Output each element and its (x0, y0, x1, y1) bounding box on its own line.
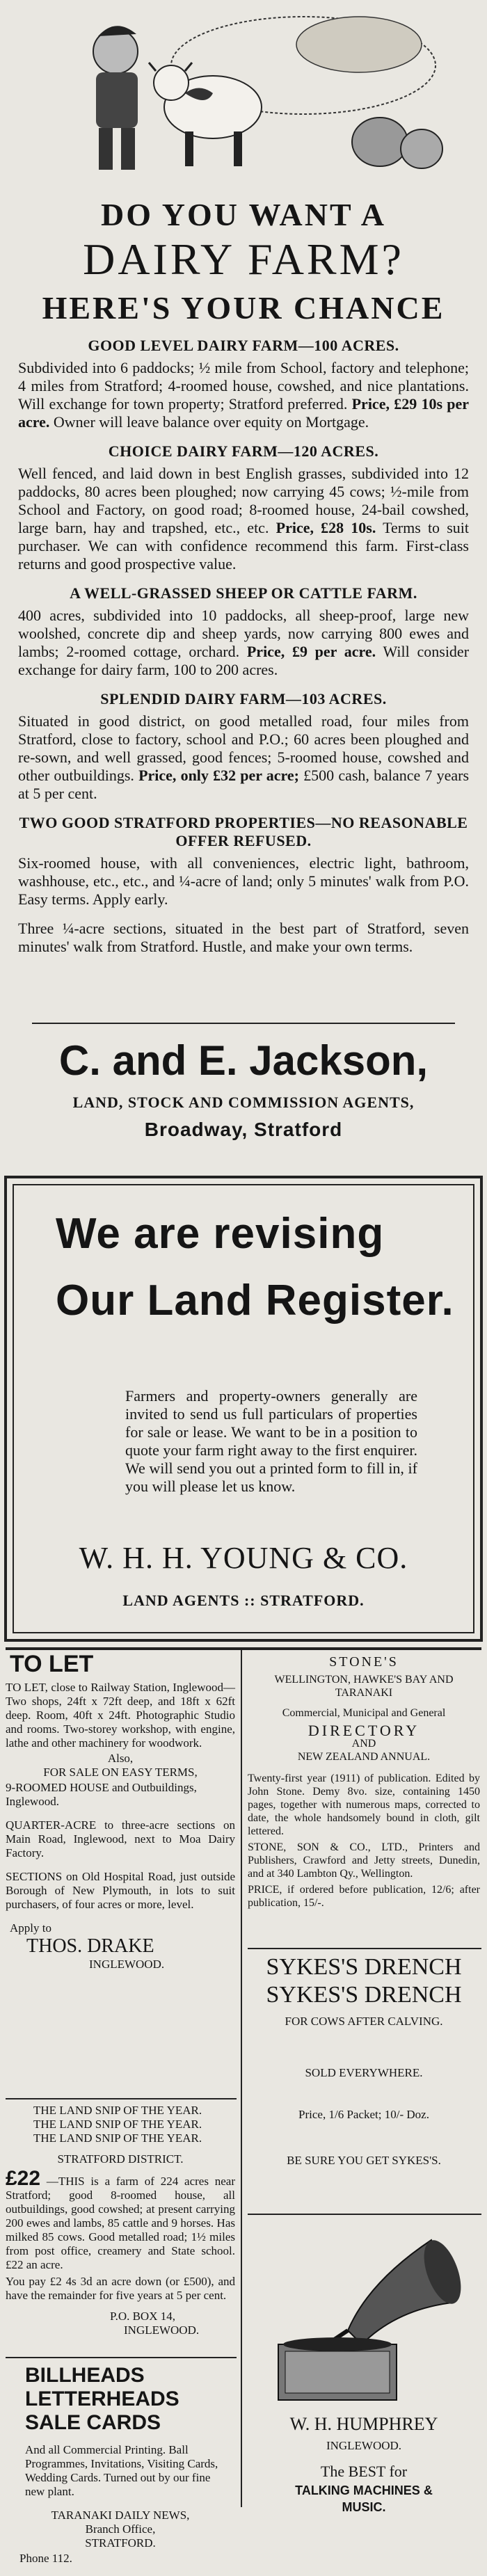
divider (6, 1647, 481, 1650)
divider (248, 2214, 481, 2215)
printing-salecards: SALE CARDS (25, 2411, 161, 2434)
headline-chance: HERE'S YOUR CHANCE (42, 290, 445, 326)
to-let-name: THOS. DRAKE (26, 1935, 154, 1957)
listing-title: A WELL-GRASSED SHEEP OR CATTLE FARM. (70, 584, 417, 602)
young-headline-1: We are revising (56, 1210, 385, 1258)
snip-box: P.O. BOX 14, (110, 2310, 175, 2323)
farmer-cow-illustration (32, 3, 463, 184)
listing-tail: Will consider exchange for dairy farm, 100 to 200 acres. (18, 643, 470, 678)
listing-body: 400 acres, subdivided into 10 paddocks, all sheep-proof, large new woolshed, concrete dip and sheep yards, now carrying 800 ewes and lambs; 2-roomed cottage, orchard. (18, 607, 469, 660)
listing-title: CHOICE DAIRY FARM—120 ACRES. (108, 442, 379, 460)
listing-price: Price, £29 10s per acre. (18, 395, 470, 431)
printing-phone: Phone 112. (19, 2552, 72, 2565)
to-let-ad (6, 1650, 235, 2095)
to-let-also: Also, (107, 1752, 134, 1765)
stones-annual: NEW ZEALAND ANNUAL. (297, 1751, 431, 1763)
sykes-sold: SOLD EVERYWHERE. (305, 2066, 423, 2079)
listing-title: TWO GOOD STRATFORD PROPERTIES—NO REASONABLE OFFER REFUSED. (19, 814, 468, 849)
divider (6, 2357, 237, 2358)
snip-district: STRATFORD DISTRICT. (57, 2152, 184, 2166)
listing-body: Well fenced, and laid down in best English grasses, subdivided into 12 paddocks, 80 acres been ploughed; now carrying 45 cows; ½-mile from School and Factory, on good road; 8-roomed house, 24-bail cowshed, large barn, hay and trapshed, etc., etc. (18, 465, 469, 536)
divider (248, 1948, 481, 1949)
young-headline-2: Our Land Register. (56, 1277, 454, 1325)
listing-price: Price, £28 10s. (276, 519, 376, 536)
divider (6, 2098, 237, 2099)
young-firm: W. H. H. YOUNG & CO. (79, 1541, 408, 1575)
to-let-sale-heading: FOR SALE ON EASY TERMS, (43, 1766, 198, 1779)
stones-line2: Commercial, Municipal and General (282, 1707, 446, 1719)
printing-ad (6, 2364, 235, 2573)
to-let-quarter: QUARTER-ACRE to three-acre sections on Main Road, Inglewood, next to Moa Dairy Factory. (6, 1818, 235, 1859)
column-divider (241, 1650, 242, 2507)
printing-branch: Branch Office, (85, 2522, 156, 2536)
listing-tail: Terms to suit purchaser. We can with confidence recommend this farm. First-class returns and good prospective value. (18, 519, 470, 573)
snip-line: THE LAND SNIP OF THE YEAR. (33, 2131, 202, 2145)
stones-line1: WELLINGTON, HAWKE'S BAY AND TARANAKI (274, 1674, 454, 1699)
jackson-firm: C. and E. Jackson, (58, 1037, 429, 1084)
listing-price: Price, only £32 per acre; (138, 767, 299, 784)
stones-price: PRICE, if ordered before publication, 12/6; after publication, 15/-. (248, 1884, 480, 1909)
listing-1 (4, 337, 483, 431)
snip-terms: You pay £2 4s 3d an acre down (or £500), and have the remainder for five years at 5 per cent. (6, 2275, 235, 2302)
young-body: Farmers and property-owners generally are invited to send us full particulars of properties for sale or lease. We want to be in a position to quote your farm right away to the first enquirer. We will send you out a printed form to fill in, if you will please let us know. (125, 1387, 417, 1495)
jackson-subtitle: LAND, STOCK AND COMMISSION AGENTS, (72, 1094, 415, 1111)
young-sub: LAND AGENTS :: STRATFORD. (122, 1592, 365, 1609)
to-let-town: INGLEWOOD. (89, 1958, 165, 1971)
humphrey-best: The BEST for (320, 2463, 408, 2480)
snip-line: THE LAND SNIP OF THE YEAR. (33, 2118, 202, 2131)
listing-2 (4, 442, 483, 573)
listing-body: Six-roomed house, with all conveniences, electric light, bathroom, washhouse, etc., etc., and ¼-acre of land; only 5 minutes' walk from P.O. Easy terms. Apply early. (18, 854, 469, 908)
young-ad (4, 1176, 483, 1642)
to-let-body: TO LET, close to Railway Station, Inglewood—Two shops, 24ft x 72ft deep, and 18ft x 62ft deep. Room, 40ft x 24ft. Photographic Studio and rooms. Two-storey workshop, with engine, lathe and other machinery for woodwork. (6, 1681, 235, 1750)
listing-4 (4, 690, 483, 803)
printing-body: And all Commercial Printing. Ball Programmes, Invitations, Visiting Cards, Wedding Cards. Turned out by our fine new plant. (25, 2443, 218, 2498)
printing-billheads: BILLHEADS (25, 2364, 145, 2387)
headline-dairy-farm: DAIRY FARM? (83, 234, 404, 284)
humphrey-ad (248, 2219, 480, 2574)
listing-title: GOOD LEVEL DAIRY FARM—100 ACRES. (88, 337, 399, 354)
printing-letterheads: LETTERHEADS (25, 2387, 179, 2410)
listing-price: Price, £9 per acre. (246, 643, 376, 660)
sykes-drench-ad (248, 1953, 480, 2211)
stones-directory-ad (248, 1656, 480, 1941)
headline-do-you-want: DO YOU WANT A (100, 197, 387, 232)
listing-title: SPLENDID DAIRY FARM—103 ACRES. (100, 690, 387, 707)
to-let-sections: SECTIONS on Old Hospital Road, just outside Borough of New Plymouth, in lots to suit purchasers, of four acres or more, level. (6, 1870, 235, 1911)
humphrey-town: INGLEWOOD. (326, 2439, 402, 2452)
land-snip-ad (6, 2104, 235, 2354)
listing-3 (4, 584, 483, 679)
snip-body: —THIS is a farm of 224 acres near Stratford; good 8-roomed house, all outbuildings, good cowshed; at present carrying 200 ewes and lambs, 85 cattle and 9 horses. Has milked 85 cows. Good metalled road; 1½ miles from post office, creamery and State school. £22 an acre. (6, 2175, 236, 2271)
sykes-line1: SYKES'S DRENCH (266, 1954, 462, 1980)
printing-town: STRATFORD. (85, 2536, 156, 2550)
sykes-line2: SYKES'S DRENCH (266, 1982, 462, 2008)
sykes-for: FOR COWS AFTER CALVING. (285, 2015, 443, 2028)
snip-price: £22 (6, 2167, 41, 2190)
dairy-farm-ad (4, 0, 483, 1190)
stones-publisher: STONE, SON & CO., LTD., Printers and Publishers, Crawford and Jetty streets, Dunedin, and at 340 Lambton Qy., Wellington. (248, 1841, 480, 1880)
humphrey-music: MUSIC. (342, 2500, 386, 2514)
stones-title: STONE'S (329, 1654, 399, 1670)
sykes-sure: BE SURE YOU GET SYKES'S. (287, 2154, 441, 2167)
gramophone-illustration (264, 2226, 466, 2407)
listing-tail: Owner will leave balance over equity on Mortgage. (53, 413, 369, 431)
listing-5 (4, 814, 483, 909)
closing-note: Three ¼-acre sections, situated in the best part of Stratford, seven minutes' walk from Stratford. Hustle, and make your own terms. (18, 920, 469, 955)
listing-tail: £500 cash, balance 7 years at 5 per cent. (18, 767, 470, 802)
to-let-title: TO LET (10, 1651, 94, 1677)
humphrey-talking: TALKING MACHINES & (295, 2483, 433, 2497)
snip-town: INGLEWOOD. (124, 2323, 200, 2337)
stones-directory: DIRECTORY (308, 1722, 420, 1739)
humphrey-name: W. H. HUMPHREY (289, 2414, 438, 2434)
stones-body: Twenty-first year (1911) of publication. Edited by John Stone. Demy 8vo. size, containing 1450 pages, together with numerous maps, corrected to date, the whole handsomely bound in cloth, gilt lettered. (248, 1773, 480, 1837)
divider (32, 1023, 455, 1024)
to-let-apply: Apply to (10, 1921, 51, 1935)
to-let-sale-house: 9-ROOMED HOUSE and Outbuildings, Inglewood. (6, 1781, 197, 1808)
jackson-address: Broadway, Stratford (144, 1119, 343, 1140)
stones-and: AND (351, 1738, 376, 1750)
sykes-price: Price, 1/6 Packet; 10/- Doz. (298, 2108, 429, 2121)
listing-body: Situated in good district, on good metalled road, four miles from Stratford, close to factory, school and P.O.; 60 acres been ploughed and re-sown, and well grassed, good fences; 5-roomed house, cowshed and other outbuildings. (18, 712, 469, 784)
snip-line: THE LAND SNIP OF THE YEAR. (33, 2104, 202, 2117)
printing-paper: TARANAKI DAILY NEWS, (51, 2509, 190, 2522)
listing-body: Subdivided into 6 paddocks; ½ mile from School, factory and telephone; 4 miles from Stratford; 4-roomed house, cowshed, and nice plantations. Will exchange for town property; Stratford preferred. (18, 359, 469, 413)
